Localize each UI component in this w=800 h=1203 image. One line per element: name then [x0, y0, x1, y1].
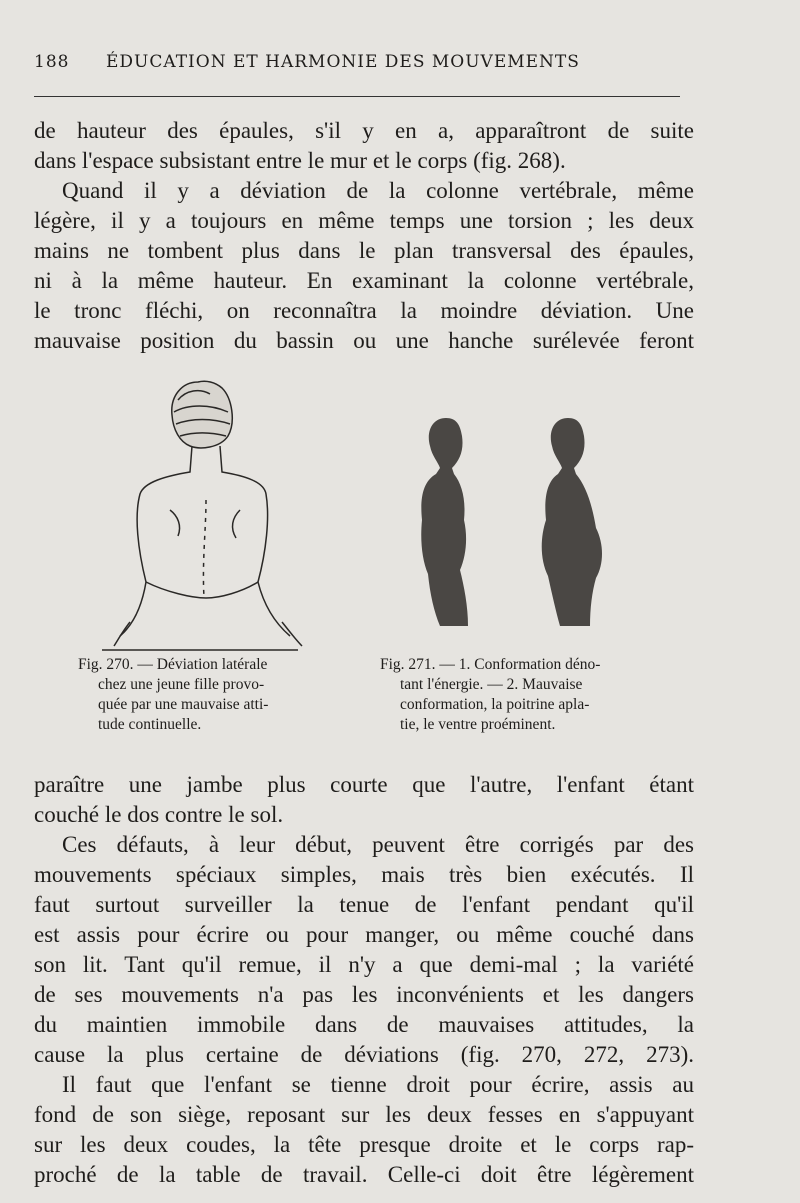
caption-line: tant l'énergie. — 2. Mauvaise [400, 676, 583, 693]
text-line: dans l'espace subsistant entre le mur et le corps (fig. 268). [34, 148, 566, 173]
figure-caption-271 [380, 655, 680, 735]
text-line: est assis pour écrire ou pour manger, ou même couché dans [34, 922, 694, 947]
fig271-silhouettes [421, 418, 602, 626]
header-rule [34, 96, 680, 97]
text-line: ni à la même hauteur. En examinant la colonne vertébrale, [34, 268, 694, 293]
text-line: mains ne tombent plus dans le plan transversal des épaules, [34, 238, 694, 263]
text-line: mauvaise position du bassin ou une hanche surélevée feront [34, 328, 694, 353]
page-number: 188 [34, 52, 70, 72]
text-line: faut surtout surveiller la tenue de l'enfant pendant qu'il [34, 892, 694, 917]
caption-line: tude continuelle. [98, 716, 202, 733]
caption-line: tie, le ventre proéminent. [400, 716, 556, 733]
text-line: le tronc fléchi, on reconnaîtra la moindre déviation. Une [34, 298, 694, 323]
text-line: couché le dos contre le sol. [34, 802, 284, 827]
caption-line: quée par une mauvaise atti- [98, 696, 269, 713]
text-line: de ses mouvements n'a pas les inconvénients et les dangers [34, 982, 694, 1007]
text-line: proché de la table de travail. Celle-ci doit être légèrement [34, 1162, 694, 1187]
text-line: Ces défauts, à leur début, peuvent être corrigés par des [62, 832, 694, 857]
figures-illustration [70, 360, 710, 660]
text-line: cause la plus certaine de déviations (fig. 270, 272, 273). [34, 1042, 694, 1067]
text-line: son lit. Tant qu'il remue, il n'y a que demi-mal ; la variété [34, 952, 694, 977]
text-line: fond de son siège, reposant sur les deux fesses en s'appuyant [34, 1102, 694, 1127]
caption-line: chez une jeune fille provo- [98, 676, 265, 693]
text-line: Quand il y a déviation de la colonne vertébrale, même [62, 178, 694, 203]
running-title: ÉDUCATION ET HARMONIE DES MOUVEMENTS [106, 52, 580, 72]
caption-line: conformation, la poitrine apla- [400, 696, 590, 713]
caption-line: Fig. 271. — 1. Conformation déno- [380, 656, 601, 673]
figure-caption-270 [78, 655, 348, 735]
fig270-back-view-drawing [102, 381, 302, 650]
text-line: de hauteur des épaules, s'il y en a, apparaîtront de suite [34, 118, 694, 143]
text-line: sur les deux coudes, la tête presque droite et le corps rap- [34, 1132, 694, 1157]
text-line: légère, il y a toujours en même temps une torsion ; les deux [34, 208, 694, 233]
text-block-bottom [34, 770, 694, 1190]
text-line: du maintien immobile dans de mauvaises attitudes, la [34, 1012, 694, 1037]
caption-line: Fig. 270. — Déviation latérale [78, 656, 268, 673]
text-line: paraître une jambe plus courte que l'autre, l'enfant étant [34, 772, 694, 797]
text-block-top [34, 116, 694, 356]
text-line: mouvements spéciaux simples, mais très bien exécutés. Il [34, 862, 694, 887]
text-line: Il faut que l'enfant se tienne droit pour écrire, assis au [62, 1072, 694, 1097]
